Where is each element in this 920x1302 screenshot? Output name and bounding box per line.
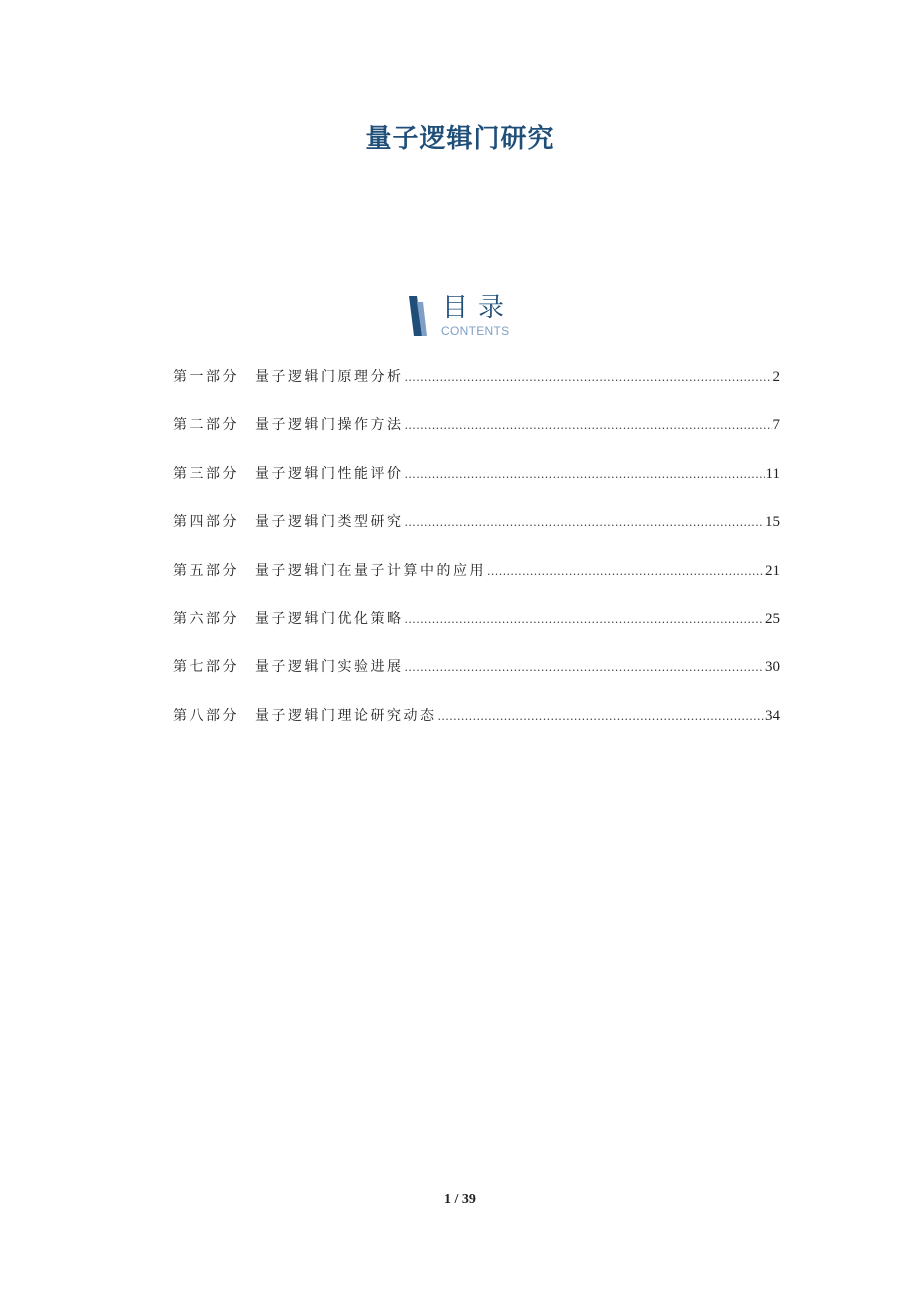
toc-entry-page: 2: [772, 369, 780, 385]
toc-entry-part-5[interactable]: [173, 560, 780, 608]
toc-dot-leader: [438, 706, 765, 728]
toc-dot-leader: [405, 464, 765, 486]
toc-entry-part: 第二部分: [173, 417, 239, 434]
toc-entry-title: 量子逻辑门优化策略: [255, 610, 404, 627]
toc-dot-leader: [487, 561, 764, 583]
toc-entry-page: 7: [772, 417, 780, 434]
toc-entry-title: 量子逻辑门实验进展: [255, 659, 404, 676]
toc-dot-leader: [405, 657, 765, 679]
toc-header: [406, 292, 526, 340]
toc-entry-page: 25: [765, 610, 780, 627]
toc-subheading: CONTENTS: [441, 324, 510, 338]
toc-entry-part: 第四部分: [173, 514, 239, 531]
toc-entry-page: 34: [765, 707, 780, 724]
toc-list: [173, 366, 780, 753]
toc-dot-leader: [405, 367, 772, 389]
toc-heading: 目录: [442, 293, 515, 323]
toc-entry-title: 量子逻辑门在量子计算中的应用: [255, 562, 486, 579]
toc-entry-page: 15: [765, 514, 780, 531]
toc-dot-leader: [405, 609, 765, 631]
toc-entry-part-3[interactable]: [173, 463, 780, 511]
contents-book-icon: [406, 294, 432, 338]
toc-entry-page: 30: [765, 659, 780, 676]
toc-entry-title: 量子逻辑门原理分析: [255, 369, 404, 385]
toc-entry-part: 第六部分: [173, 610, 239, 627]
page-number: 1 / 39: [444, 1192, 476, 1207]
toc-entry-title: 量子逻辑门操作方法: [255, 417, 404, 434]
toc-entry-part: 第一部分: [173, 369, 239, 385]
toc-entry-part: 第三部分: [173, 465, 239, 482]
toc-entry-title: 量子逻辑门类型研究: [255, 514, 404, 531]
toc-entry-part: 第五部分: [173, 562, 239, 579]
toc-entry-part-8[interactable]: [173, 705, 780, 753]
toc-entry-part: 第七部分: [173, 659, 239, 676]
toc-entry-page: 21: [765, 562, 780, 579]
toc-dot-leader: [405, 512, 765, 534]
toc-entry-part-1[interactable]: [173, 366, 780, 414]
document-title: 量子逻辑门研究: [365, 124, 555, 154]
toc-entry-part-2[interactable]: [173, 414, 780, 462]
toc-dot-leader: [405, 415, 772, 437]
toc-entry-title: 量子逻辑门性能评价: [255, 465, 404, 482]
toc-entry-part-6[interactable]: [173, 608, 780, 656]
toc-entry-part: 第八部分: [173, 707, 239, 724]
toc-entry-page: 11: [765, 465, 780, 482]
toc-entry-part-7[interactable]: [173, 656, 780, 704]
toc-entry-title: 量子逻辑门理论研究动态: [255, 707, 437, 724]
toc-entry-part-4[interactable]: [173, 511, 780, 559]
